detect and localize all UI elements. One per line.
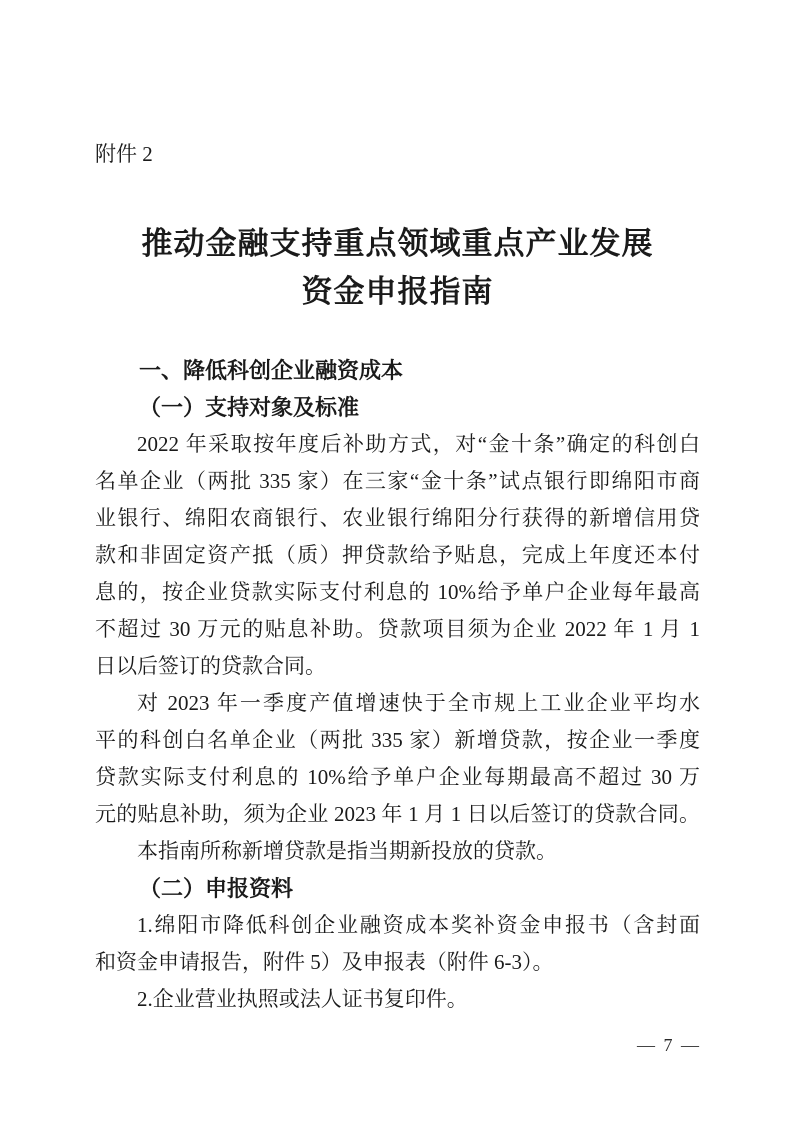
paragraph-line: 元的贴息补助，须为企业 2023 年 1 月 1 日以后签订的贷款合同。	[95, 802, 700, 826]
paragraph-line: 平的科创白名单企业（两批 335 家）新增贷款，按企业一季度	[95, 728, 700, 752]
paragraph-line: 款和非固定资产抵（质）押贷款给予贴息，完成上年度还本付	[95, 543, 700, 567]
paragraph-line: 和资金申请报告，附件 5）及申报表（附件 6-3）。	[95, 950, 554, 974]
paragraph-line: 贷款实际支付利息的 10%给予单户企业每期最高不超过 30 万	[95, 765, 700, 789]
subsection-heading-2: （二）申报资料	[139, 876, 294, 901]
page-number: — 7 —	[637, 1035, 701, 1055]
paragraph-line: 息的，按企业贷款实际支付利息的 10%给予单户企业每年最高	[95, 580, 700, 604]
section-heading-1: 一、降低科创企业融资成本	[139, 358, 404, 383]
paragraph-line: 本指南所称新增贷款是指当期新投放的贷款。	[137, 839, 557, 863]
attachment-label: 附件 2	[95, 142, 153, 166]
document-title-line1: 推动金融支持重点领域重点产业发展	[141, 226, 654, 261]
paragraph-line: 业银行、绵阳农商银行、农业银行绵阳分行获得的新增信用贷	[95, 506, 700, 530]
paragraph-line: 1.绵阳市降低科创企业融资成本奖补资金申报书（含封面	[137, 913, 700, 937]
paragraph-line: 对 2023 年一季度产值增速快于全市规上工业企业平均水	[137, 691, 700, 715]
document-title	[95, 220, 700, 316]
document-title-line2: 资金申报指南	[301, 274, 494, 309]
paragraph-line: 日以后签订的贷款合同。	[95, 654, 326, 678]
subsection-heading-1: （一）支持对象及标准	[139, 395, 360, 420]
paragraph-line: 2.企业营业执照或法人证书复印件。	[137, 987, 468, 1011]
document-body	[95, 352, 700, 1018]
paragraph-line: 2022 年采取按年度后补助方式，对“金十条”确定的科创白	[137, 432, 700, 456]
paragraph-line: 不超过 30 万元的贴息补助。贷款项目须为企业 2022 年 1 月 1	[95, 617, 700, 641]
paragraph-line: 名单企业（两批 335 家）在三家“金十条”试点银行即绵阳市商	[95, 469, 700, 493]
